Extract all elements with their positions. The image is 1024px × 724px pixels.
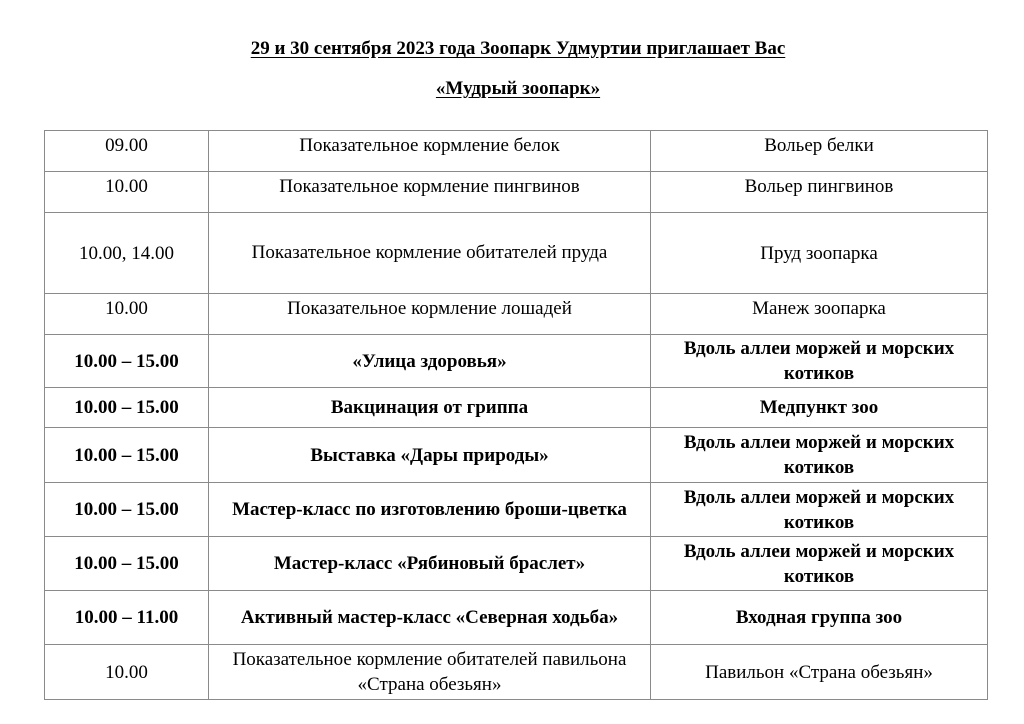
time-cell: 10.00 bbox=[45, 294, 209, 335]
place-cell: Вдоль аллеи моржей и морских котиков bbox=[651, 428, 988, 483]
place-cell: Пруд зоопарка bbox=[651, 213, 988, 294]
table-row bbox=[45, 294, 988, 335]
event-cell: Показательное кормление белок bbox=[209, 131, 651, 172]
place-cell: Вдоль аллеи моржей и морских котиков bbox=[651, 483, 988, 537]
time-cell: 10.00 bbox=[45, 645, 209, 700]
place-cell: Вольер пингвинов bbox=[651, 172, 988, 213]
event-cell: Мастер-класс по изготовлению броши-цветка bbox=[209, 483, 651, 537]
event-name: «Мудрый зоопарк» bbox=[435, 78, 601, 99]
table-row bbox=[45, 131, 988, 172]
place-cell: Вдоль аллеи моржей и морских котиков bbox=[651, 335, 988, 388]
table-row bbox=[45, 591, 988, 645]
event-cell: Вакцинация от гриппа bbox=[209, 388, 651, 428]
event-cell: Показательное кормление лошадей bbox=[209, 294, 651, 335]
place-cell: Входная группа зоо bbox=[651, 591, 988, 645]
table-row bbox=[45, 537, 988, 591]
time-cell: 10.00 – 15.00 bbox=[45, 335, 209, 388]
place-cell: Медпункт зоо bbox=[651, 388, 988, 428]
event-cell: Показательное кормление обитателей павильона «Страна обезьян» bbox=[209, 645, 651, 700]
table-row bbox=[45, 483, 988, 537]
time-cell: 10.00 – 11.00 bbox=[45, 591, 209, 645]
event-cell: «Улица здоровья» bbox=[209, 335, 651, 388]
table-row bbox=[45, 645, 988, 700]
time-cell: 10.00 – 15.00 bbox=[45, 388, 209, 428]
time-cell: 09.00 bbox=[45, 131, 209, 172]
event-cell: Показательное кормление обитателей пруда bbox=[209, 213, 651, 294]
place-cell: Манеж зоопарка bbox=[651, 294, 988, 335]
table-row bbox=[45, 388, 988, 428]
event-cell: Показательное кормление пингвинов bbox=[209, 172, 651, 213]
time-cell: 10.00 bbox=[45, 172, 209, 213]
time-cell: 10.00, 14.00 bbox=[45, 213, 209, 294]
schedule-table bbox=[44, 130, 988, 700]
event-cell: Выставка «Дары природы» bbox=[209, 428, 651, 483]
time-cell: 10.00 – 15.00 bbox=[45, 483, 209, 537]
place-cell: Вдоль аллеи моржей и морских котиков bbox=[651, 537, 988, 591]
table-row bbox=[45, 213, 988, 294]
document-title: 29 и 30 сентября 2023 года Зоопарк Удмуртии приглашает Вас bbox=[250, 38, 786, 59]
table-row bbox=[45, 335, 988, 388]
place-cell: Вольер белки bbox=[651, 131, 988, 172]
event-cell: Мастер-класс «Рябиновый браслет» bbox=[209, 537, 651, 591]
time-cell: 10.00 – 15.00 bbox=[45, 537, 209, 591]
place-cell: Павильон «Страна обезьян» bbox=[651, 645, 988, 700]
event-cell: Активный мастер-класс «Северная ходьба» bbox=[209, 591, 651, 645]
table-row bbox=[45, 172, 988, 213]
table-row bbox=[45, 428, 988, 483]
time-cell: 10.00 – 15.00 bbox=[45, 428, 209, 483]
